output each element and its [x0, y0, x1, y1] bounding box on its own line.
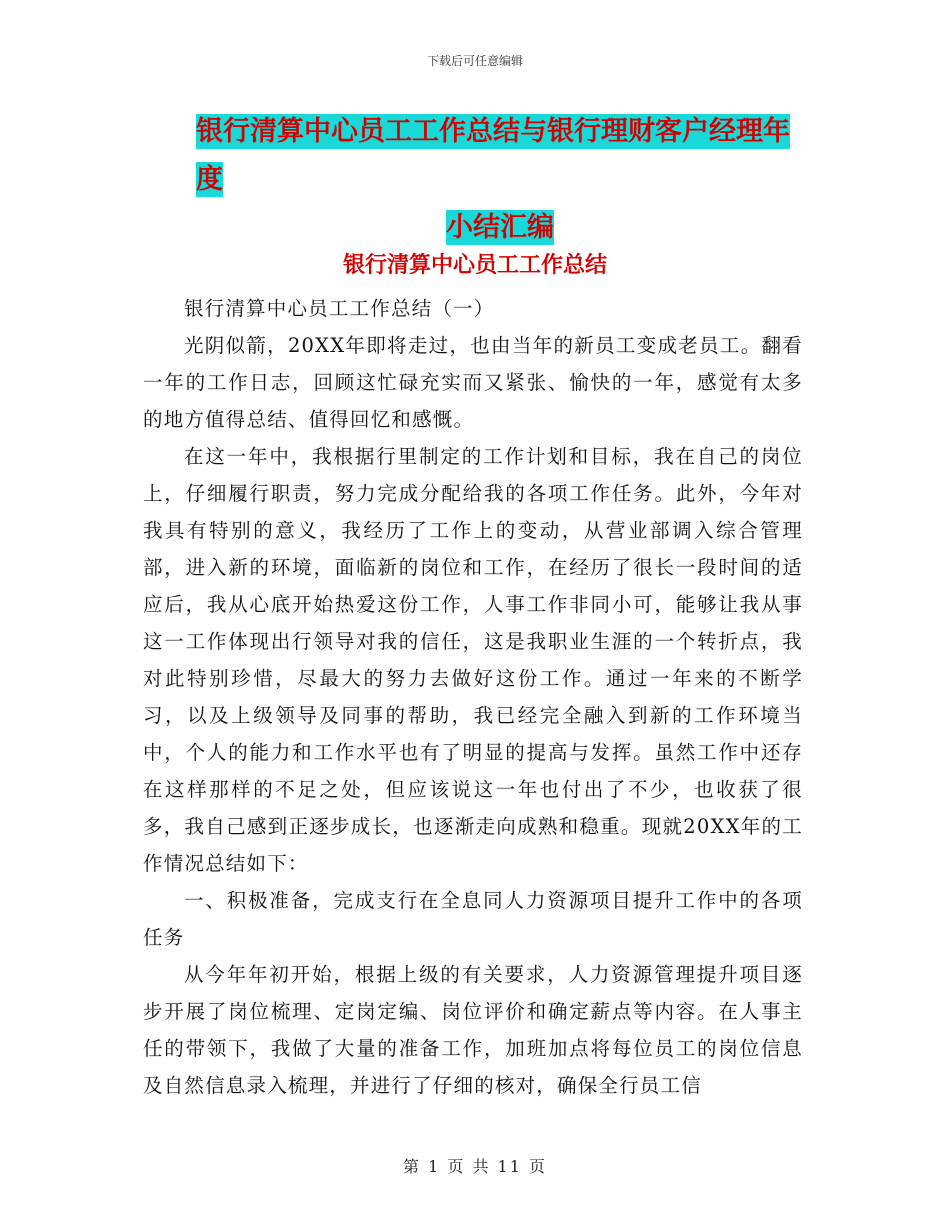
paragraph: 从今年年初开始，根据上级的有关要求，人力资源管理提升项目逐步开展了岗位梳理、定岗定编、岗位评价和确定薪点等内容。在人事主任的带领下，我做了大量的准备工作，加班加点将每位员工的岗位信息及自然信息录入梳理，并进行了仔细的核对，确保全行员工信 [143, 963, 803, 1097]
page-header-note: 下载后可任意编辑 [426, 54, 523, 68]
paragraph: 一、积极准备，完成支行在全息同人力资源项目提升工作中的各项任务 [143, 889, 803, 949]
document-body [143, 290, 803, 1104]
section-title: 银行清算中心员工工作总结 [342, 253, 607, 278]
page-number-footer: 第 1 页 共 11 页 [403, 1157, 547, 1176]
document-title [190, 108, 810, 252]
document-title-line1: 银行清算中心员工工作总结与银行理财客户经理年度 [196, 116, 790, 195]
paragraph: 在这一年中，我根据行里制定的工作计划和目标，我在自己的岗位上，仔细履行职责，努力完成分配给我的各项工作任务。此外，今年对我具有特别的意义，我经历了工作上的变动，从营业部调入综合管理部，进入新的环境，面临新的岗位和工作，在经历了很长一段时间的适应后，我从心底开始热爱这份工作，人事工作非同小可，能够让我从事这一工作体现出行领导对我的信任，这是我职业生涯的一个转折点，我对此特别珍惜，尽最大的努力去做好这份工作。通过一年来的不断学习，以及上级领导及同事的帮助，我已经完全融入到新的工作环境当中，个人的能力和工作水平也有了明显的提高与发挥。虽然工作中还存在这样那样的不足之处，但应该说这一年也付出了不少，也收获了很多，我自己感到正逐步成长，也逐渐走向成熟和稳重。现就20XX年的工作情况总结如下： [143, 445, 803, 875]
paragraph: 光阴似箭，20XX年即将走过，也由当年的新员工变成老员工。翻看一年的工作日志，回顾这忙碌充实而又紧张、愉快的一年，感觉有太多的地方值得总结、值得回忆和感慨。 [143, 334, 803, 431]
document-title-line2: 小结汇编 [446, 212, 554, 243]
paragraph: 银行清算中心员工工作总结（一） [183, 297, 495, 320]
